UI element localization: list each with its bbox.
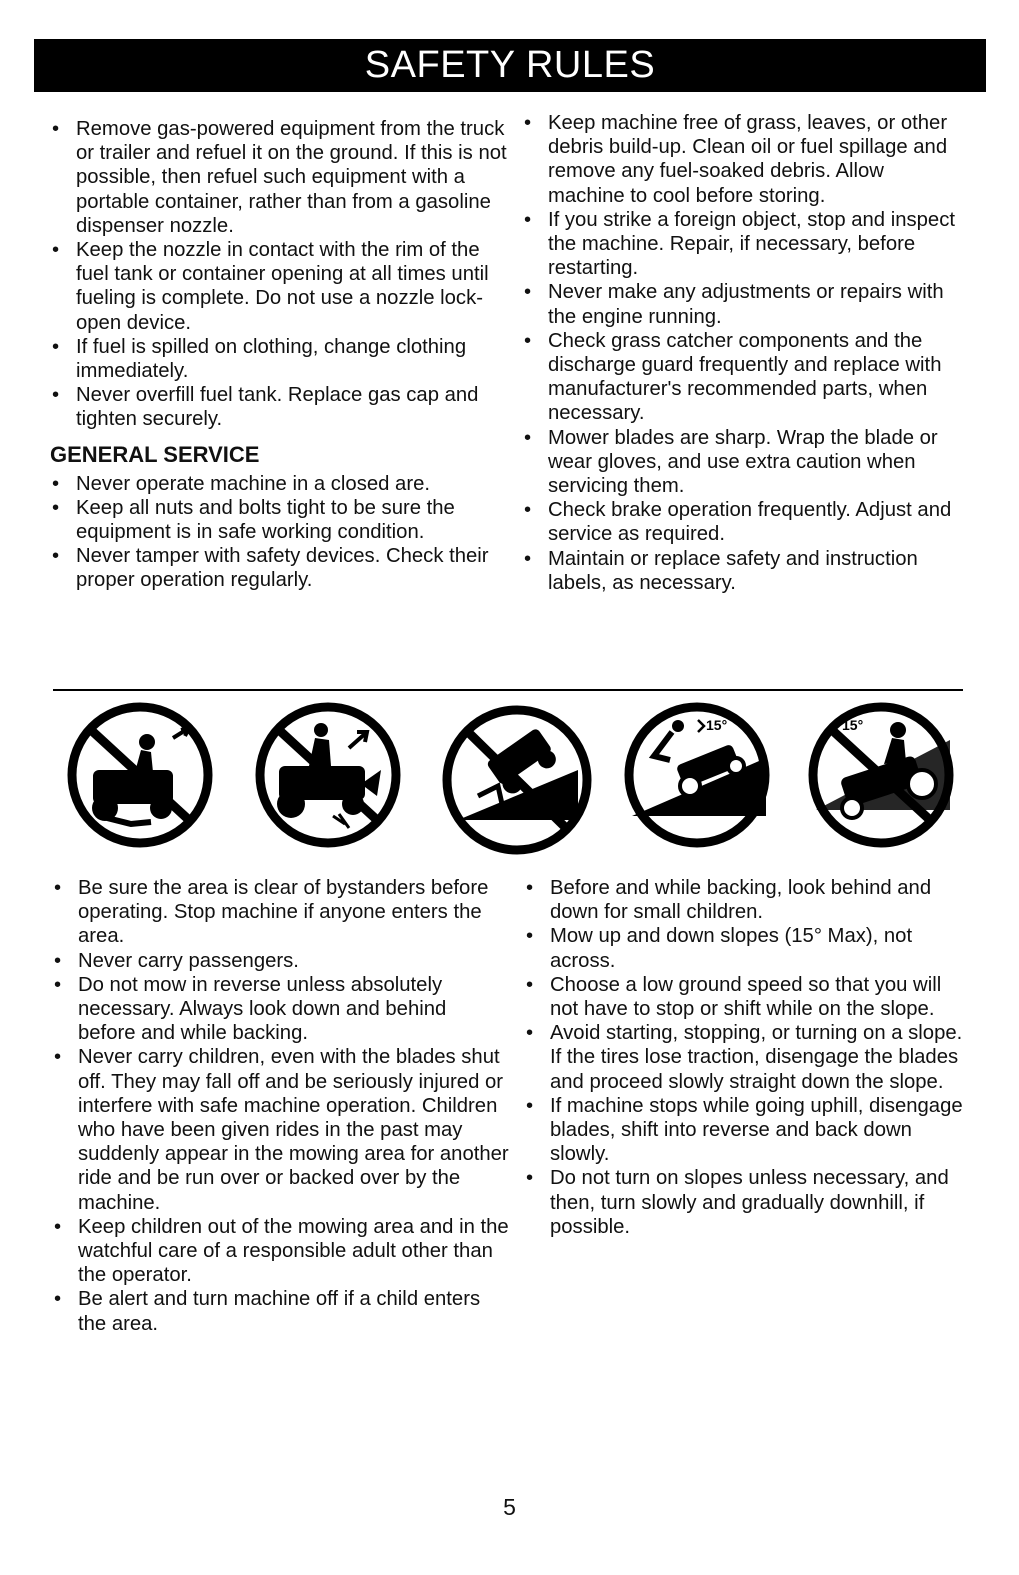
slope-operation-label: 15°: [842, 717, 864, 733]
list-item: • If fuel is spilled on clothing, change clothing immediately.: [52, 335, 507, 383]
list-item: • Check brake operation frequently. Adjust and service as required.: [524, 498, 964, 546]
list-item: • Remove gas-powered equipment from the truck or trailer and refuel it on the ground. If this is not possible, then refuel such equipment with a portable container, rather than from a gasoline dispenser nozzle.: [52, 117, 507, 238]
list-item: • Mower blades are sharp. Wrap the blade or wear gloves, and use extra caution when servicing them.: [524, 426, 964, 499]
top-right-column: [524, 111, 964, 595]
list-item: • Choose a low ground speed so that you will not have to stop or shift while on the slope.: [526, 973, 971, 1021]
page-number: 5: [503, 1494, 516, 1520]
general-service-list: [52, 472, 507, 593]
top-left-column: [52, 117, 507, 593]
list-item: • Keep machine free of grass, leaves, or other debris build-up. Clean oil or fuel spillage and remove any fuel-soaked debris. Allow machine to cool before storing.: [524, 111, 964, 208]
slope-limit-label: 15°: [706, 717, 728, 733]
list-item: • If you strike a foreign object, stop and inspect the machine. Repair, if necessary, before restarting.: [524, 208, 964, 281]
no-passengers-icon: [249, 700, 407, 850]
section-divider: [53, 689, 963, 691]
general-service-heading: GENERAL SERVICE: [50, 441, 260, 467]
list-item: • Keep children out of the mowing area and in the watchful care of a responsible adult other than the operator.: [54, 1215, 509, 1288]
list-item: • Never carry passengers.: [54, 949, 509, 973]
list-item: • If machine stops while going uphill, disengage blades, shift into reverse and back down slowly.: [526, 1094, 971, 1167]
slope-limit-icon: [618, 700, 776, 850]
list-item: • Do not turn on slopes unless necessary, and then, turn slowly and gradually downhill, if possible.: [526, 1166, 971, 1239]
list-item: • Never carry children, even with the blades shut off. They may fall off and be seriously injured or interfere with safe machine operation. Children who have been given rides in the past may suddenly appear in the mowing area for another ride and be run over or backed over by the machine.: [54, 1045, 509, 1214]
list-item: • Avoid starting, stopping, or turning on a slope. If the tires lose traction, disengage the blades and proceed slowly straight down the slope.: [526, 1021, 971, 1094]
title-bar: [34, 39, 986, 92]
list-item: • Never operate machine in a closed are.: [52, 472, 507, 496]
slope-rules-list: [526, 876, 971, 1239]
safety-pictogram-row: [55, 700, 965, 870]
page-title: SAFETY RULES: [364, 44, 656, 86]
list-item: • Be sure the area is clear of bystanders before operating. Stop machine if anyone enters the area.: [54, 876, 509, 949]
list-item: • Check grass catcher components and the discharge guard frequently and replace with manufacturer's recommended parts, when necessary.: [524, 329, 964, 426]
maintenance-rules-list: [524, 111, 964, 595]
list-item: • Maintain or replace safety and instruction labels, as necessary.: [524, 547, 964, 595]
bottom-right-column: [526, 876, 971, 1239]
list-item: • Never make any adjustments or repairs with the engine running.: [524, 280, 964, 328]
list-item: • Keep all nuts and bolts tight to be sure the equipment is in safe working condition.: [52, 496, 507, 544]
bystander-rules-list: [54, 876, 509, 1336]
no-bystanders-near-mower-icon: [61, 700, 219, 850]
list-item: • Do not mow in reverse unless absolutely necessary. Always look down and behind before and while backing.: [54, 973, 509, 1046]
bottom-left-column: [54, 876, 509, 1336]
list-item: • Never tamper with safety devices. Check their proper operation regularly.: [52, 544, 507, 592]
list-item: • Mow up and down slopes (15° Max), not across.: [526, 924, 971, 972]
list-item: • Before and while backing, look behind and down for small children.: [526, 876, 971, 924]
list-item: • Never overfill fuel tank. Replace gas cap and tighten securely.: [52, 383, 507, 431]
fueling-rules-list: [52, 117, 507, 432]
list-item: • Keep the nozzle in contact with the rim of the fuel tank or container opening at all times until fueling is complete. Do not use a nozzle lock-open device.: [52, 238, 507, 335]
list-item: • Be alert and turn machine off if a child enters the area.: [54, 1287, 509, 1335]
slope-operation-icon: [802, 700, 960, 850]
no-tip-over-icon: [438, 700, 596, 860]
